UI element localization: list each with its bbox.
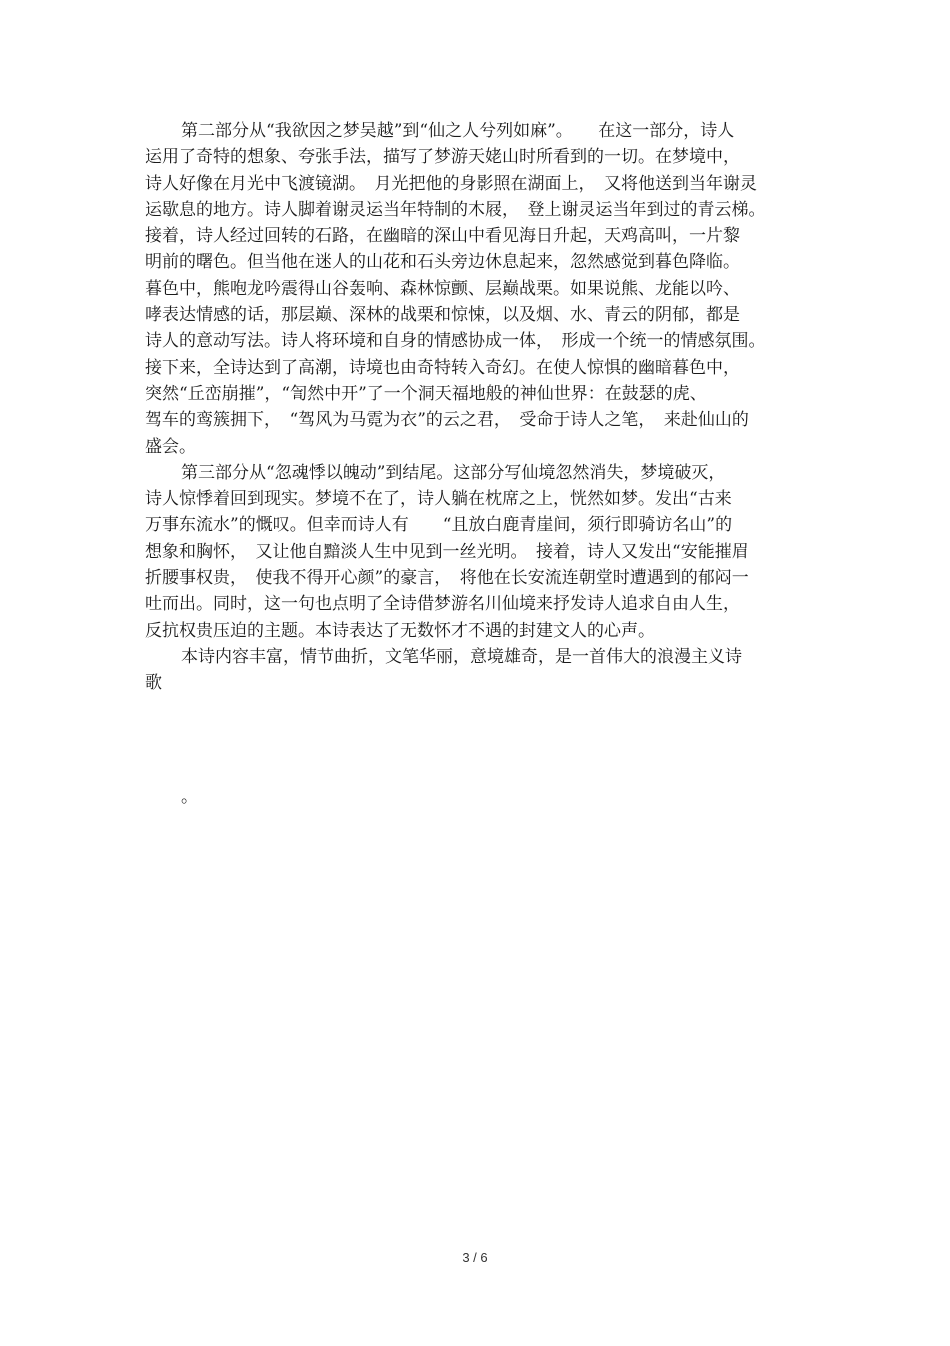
text-line: 歌 (145, 673, 162, 694)
text-line: 驾车的鸾簇拥下， “驾风为马霓为衣”的云之君， 受命于诗人之笔， 来赴仙山的 (145, 410, 749, 431)
text-line: 明前的曙色。但当他在迷人的山花和石头旁边休息起来，忽然感觉到暮色降临。 (145, 252, 740, 273)
text-line: 暮色中，熊咆龙吟震得山谷轰响、森林惊颤、层巅战栗。如果说熊、龙能以吟、 (145, 278, 740, 299)
text-line: 运用了奇特的想象、夸张手法，描写了梦游天姥山时所看到的一切。在梦境中， (145, 147, 740, 168)
text-line: 吐而出。同时，这一句也点明了全诗借梦游名川仙境来抒发诗人追求自由人生， (145, 594, 740, 615)
text-line: 运歇息的地方。诗人脚着谢灵运当年特制的木屐， 登上谢灵运当年到过的青云梯。 (145, 199, 766, 220)
text-line: 诗人惊悸着回到现实。梦境不在了，诗人躺在枕席之上，恍然如梦。发出“古来 (145, 489, 732, 510)
text-line: 第三部分从“忽魂悸以魄动”到结尾。这部分写仙境忽然消失，梦境破灭， (181, 462, 726, 483)
text-line: 接下来，全诗达到了高潮，诗境也由奇特转入奇幻。在使人惊惧的幽暗暮色中， (145, 357, 740, 378)
text-line: 诗人好像在月光中飞渡镜湖。 月光把他的身影照在湖面上， 又将他送到当年谢灵 (145, 173, 757, 194)
trailing-punctuation: 。 (181, 787, 198, 807)
text-line: 万事东流水”的慨叹。但幸而诗人有 “且放白鹿青崖间，须行即骑访名山”的 (145, 515, 733, 536)
body-text (145, 118, 825, 697)
text-line: 反抗权贵压迫的主题。本诗表达了无数怀才不遇的封建文人的心声。 (145, 620, 655, 641)
text-line: 盛会。 (145, 436, 196, 457)
text-line: 诗人的意动写法。诗人将环境和自身的情感协成一体， 形成一个统一的情感氛围。 (145, 331, 766, 352)
text-line: 哮表达情感的话，那层巅、深林的战栗和惊悚，以及烟、水、青云的阴郁，都是 (145, 305, 740, 326)
text-line: 折腰事权贵， 使我不得开心颜”的豪言， 将他在长安流连朝堂时遭遇到的郁闷一 (145, 568, 749, 589)
text-line: 第二部分从“我欲因之梦吴越”到“仙之人兮列如麻”。 在这一部分，诗人 (181, 121, 735, 141)
text-line: 突然“丘峦崩摧”，“訇然中开”了一个洞天福地般的神仙世界：在鼓瑟的虎、 (145, 383, 707, 404)
text-line: 接着，诗人经过回转的石路，在幽暗的深山中看见海日升起，天鸡高叫，一片黎 (145, 226, 740, 247)
text-line: 想象和胸怀， 又让他自黯淡人生中见到一丝光明。 接着，诗人又发出“安能摧眉 (145, 541, 749, 562)
text-line: 本诗内容丰富，情节曲折，文笔华丽，意境雄奇，是一首伟大的浪漫主义诗 (181, 646, 742, 667)
page-number: 3 / 6 (462, 1250, 488, 1265)
